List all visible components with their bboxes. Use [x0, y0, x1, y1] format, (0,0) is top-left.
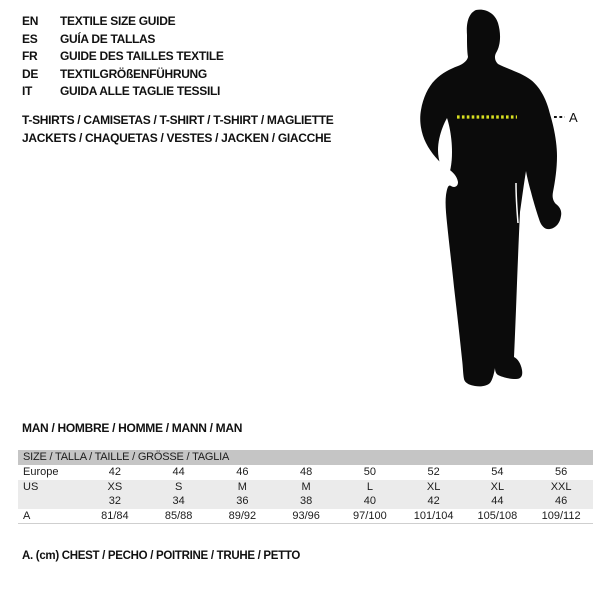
- man-silhouette-figure: [390, 5, 600, 405]
- language-label: GUIDA ALLE TAGLIE TESSILI: [60, 84, 221, 98]
- table-cell: 89/92: [228, 509, 257, 522]
- table-row: [18, 465, 593, 480]
- table-cell: XL: [490, 480, 505, 493]
- table-cell: L: [366, 480, 373, 493]
- section-title: MAN / HOMBRE / HOMME / MANN / MAN: [22, 421, 243, 435]
- table-row-label: US: [23, 480, 39, 493]
- table-cell: XL: [426, 480, 441, 493]
- garment-line-jackets: JACKETS / CHAQUETAS / VESTES / JACKEN / GIACCHE: [22, 131, 332, 145]
- language-code: IT: [22, 84, 33, 98]
- measurement-label-a: A: [569, 110, 578, 125]
- table-cell: 52: [427, 466, 440, 478]
- table-cell: 50: [363, 466, 376, 478]
- size-table: [18, 450, 593, 524]
- table-header: SIZE / TALLA / TAILLE / GRÖSSE / TAGLIA: [18, 450, 593, 465]
- table-cell: M: [301, 480, 311, 493]
- language-label: TEXTILE SIZE GUIDE: [60, 14, 176, 28]
- language-row: [22, 48, 224, 66]
- table-cell: M: [237, 480, 247, 493]
- table-row-label: Europe: [23, 466, 59, 478]
- language-list: [22, 13, 224, 101]
- man-silhouette-svg: [390, 5, 600, 405]
- language-label: GUÍA DE TALLAS: [60, 31, 156, 46]
- table-cell: S: [174, 480, 183, 493]
- measurement-footnote: A. (cm) CHEST / PECHO / POITRINE / TRUHE / PETTO: [22, 550, 301, 562]
- table-cell: 44: [491, 495, 504, 507]
- table-cell: 40: [363, 495, 376, 507]
- table-row-label: A: [23, 509, 31, 522]
- table-cell: 36: [236, 495, 249, 507]
- language-row: [22, 83, 224, 101]
- language-row: [22, 31, 224, 49]
- table-cell: 46: [555, 495, 568, 507]
- table-row: [18, 509, 593, 524]
- language-label: GUIDE DES TAILLES TEXTILE: [60, 49, 224, 63]
- table-cell: 81/84: [101, 509, 129, 522]
- language-code: FR: [22, 49, 38, 63]
- table-cell: 48: [300, 466, 313, 478]
- language-code: DE: [22, 66, 39, 81]
- table-cell: 34: [172, 495, 185, 507]
- table-cell: 56: [555, 466, 568, 478]
- table-cell: 38: [300, 495, 313, 507]
- table-cell: 105/108: [477, 509, 518, 522]
- table-body: [18, 465, 593, 524]
- table-cell: 101/104: [413, 509, 454, 522]
- table-row: [18, 480, 593, 495]
- language-code: EN: [22, 14, 39, 28]
- table-cell: 93/96: [292, 509, 320, 522]
- language-row: [22, 13, 224, 31]
- garment-line-tshirts: T-SHIRTS / CAMISETAS / T-SHIRT / T-SHIRT / MAGLIETTE: [22, 113, 334, 127]
- language-code: ES: [22, 31, 38, 46]
- table-cell: 54: [491, 466, 504, 478]
- table-row: [18, 494, 593, 509]
- table-cell: 42: [108, 466, 121, 478]
- table-cell: XS: [107, 480, 123, 493]
- man-silhouette: [420, 10, 561, 387]
- table-cell: XXL: [550, 480, 572, 493]
- table-cell: 44: [172, 466, 185, 478]
- table-cell: 42: [427, 495, 440, 507]
- table-row-label: [18, 494, 83, 509]
- language-row: [22, 66, 224, 84]
- garment-categories: [22, 111, 334, 147]
- table-cell: 97/100: [353, 509, 387, 522]
- table-cell: 46: [236, 466, 249, 478]
- table-cell: 109/112: [541, 509, 581, 522]
- table-cell: 32: [108, 495, 121, 507]
- language-label: TEXTILGRÖßENFÜHRUNG: [60, 66, 207, 81]
- table-cell: 85/88: [164, 509, 193, 522]
